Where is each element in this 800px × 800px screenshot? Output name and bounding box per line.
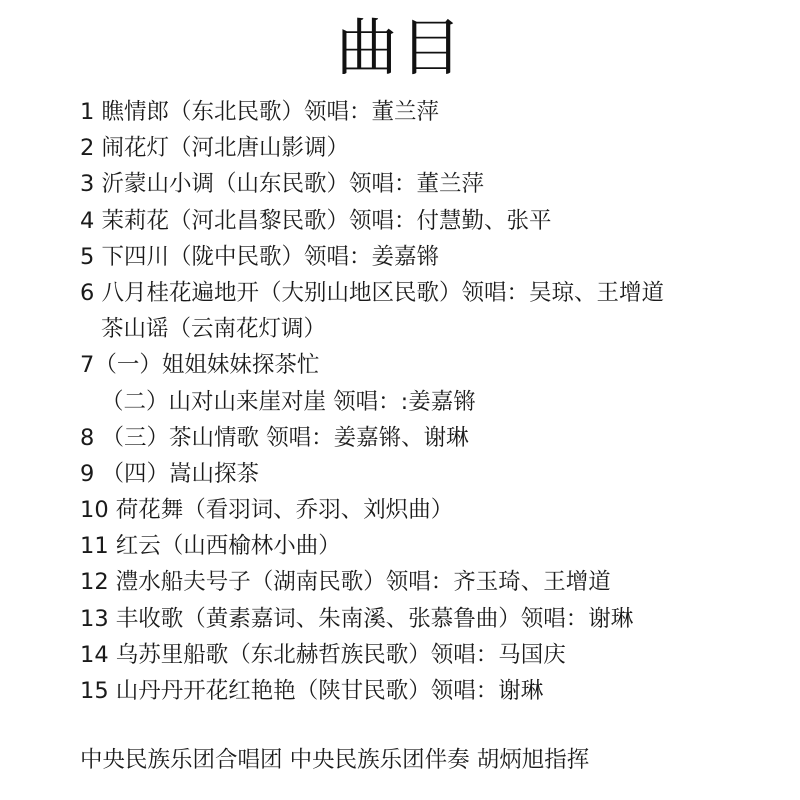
- track-item: 15 山丹丹开花红艳艳（陕甘民歌）领唱：谢琳: [80, 678, 544, 704]
- track-item: 5 下四川（陇中民歌）领唱：姜嘉锵: [80, 243, 439, 270]
- track-item: 2 闹花灯（河北唐山影调）: [80, 135, 349, 162]
- track-item: 8 （三）茶山情歌 领唱：姜嘉锵、谢琳: [80, 424, 469, 451]
- track-list: [80, 94, 770, 709]
- performer-credits: 中央民族乐团合唱团 中央民族乐团伴奏 胡炳旭指挥: [80, 747, 590, 773]
- track-item: 13 丰收歌（黄素嘉词、朱南溪、张慕鲁曲）领唱：谢琳: [80, 605, 634, 632]
- track-item: 4 茉莉花（河北昌黎民歌）领唱：付慧勤、张平: [80, 207, 552, 234]
- track-item: 10 荷花舞（看羽词、乔羽、刘炽曲）: [80, 497, 454, 524]
- track-item: 11 红云（山西榆林小曲）: [80, 533, 341, 560]
- track-item: 7（一）姐姐妹妹探茶忙: [80, 352, 320, 379]
- track-subline: （二）山对山来崖对崖 领唱：:姜嘉锵: [101, 388, 476, 415]
- track-item: 12 澧水船夫号子（湖南民歌）领唱：齐玉琦、王增道: [80, 569, 611, 596]
- track-item: 9 （四）嵩山探茶: [80, 460, 259, 487]
- track-item: 14 乌苏里船歌（东北赫哲族民歌）领唱：马国庆: [80, 641, 566, 668]
- track-item: 3 沂蒙山小调（山东民歌）领唱：董兰萍: [80, 171, 484, 198]
- page-title: 曲目: [335, 11, 464, 84]
- track-item: 1 瞧情郎（东北民歌）领唱：董兰萍: [80, 99, 439, 125]
- track-subline: 茶山谣（云南花灯调）: [101, 316, 327, 343]
- track-item: 6 八月桂花遍地开（大别山地区民歌）领唱：吴琼、王增道: [80, 279, 664, 306]
